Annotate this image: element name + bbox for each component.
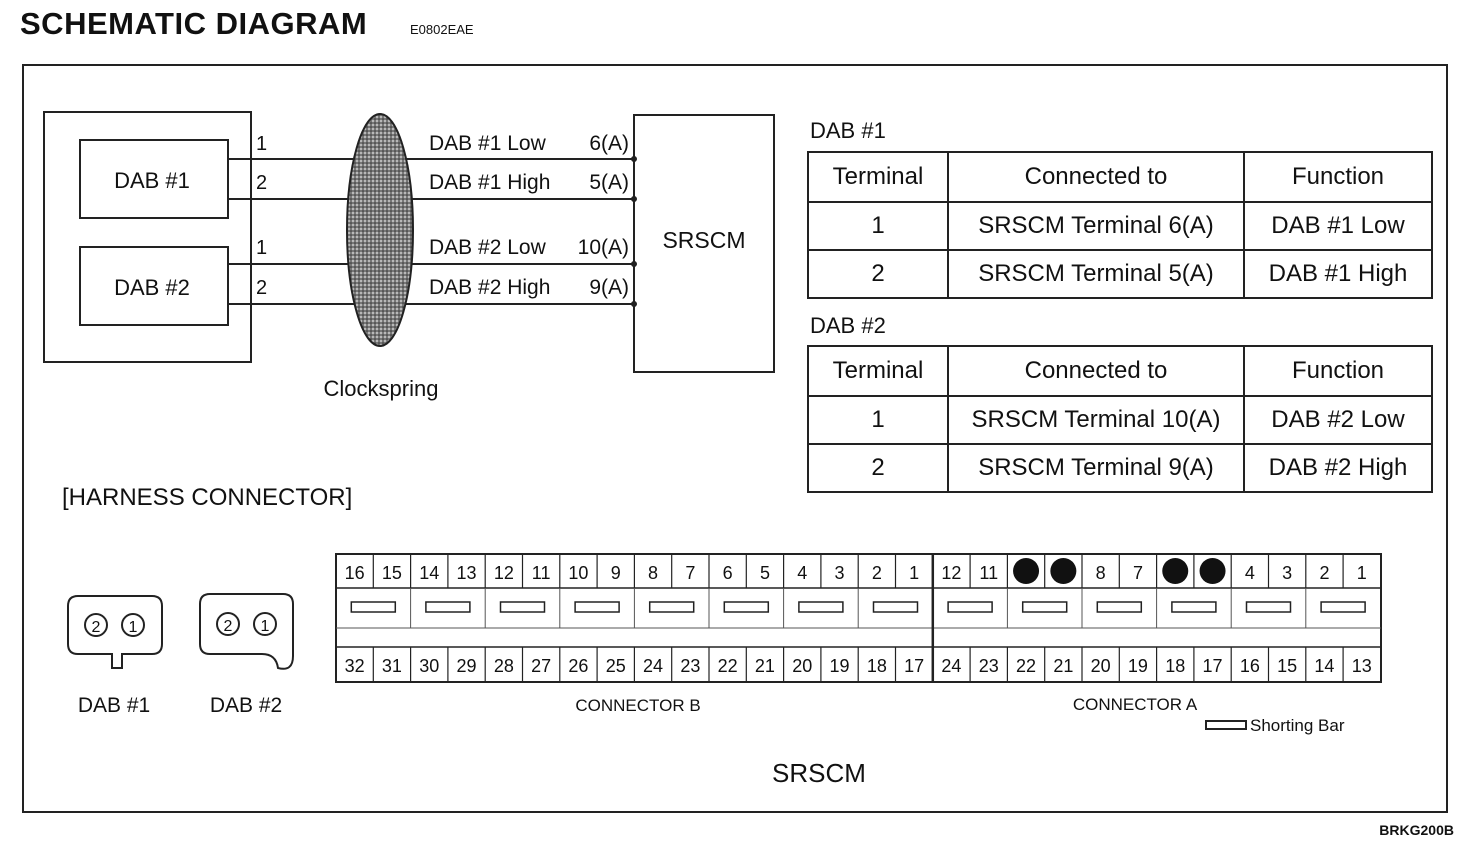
connector-pin-number: 13 [1351, 656, 1372, 676]
connector-pin-number: 2 [871, 563, 882, 583]
shorting-bar-label: Shorting Bar [1250, 716, 1345, 735]
clockspring-label: Clockspring [323, 376, 439, 401]
connector-pin-number: 11 [531, 563, 551, 583]
figure-code: BRKG200B [1379, 822, 1454, 838]
dab1-terminal-table [807, 151, 1433, 299]
table-header: Function [1244, 346, 1432, 396]
connector-pin-number: 18 [866, 656, 887, 676]
connector-pin-number: 14 [1314, 656, 1335, 676]
table-header: Terminal [808, 152, 948, 202]
wire-label: DAB #2 Low [429, 236, 546, 259]
table-header: Terminal [808, 346, 948, 396]
pin-label: 1 [256, 133, 268, 155]
clockspring-icon [347, 114, 413, 346]
connector-pin-number: 12 [493, 563, 514, 583]
dab1-harness-label: DAB #1 [77, 694, 151, 717]
dab2-connector-pin: 2 [223, 618, 233, 635]
connector-pin-number: 17 [1202, 656, 1223, 676]
dab2-terminal-table [807, 345, 1433, 493]
connector-pin-number: 4 [1244, 563, 1255, 583]
connector-pin-number: 27 [531, 656, 552, 676]
connector-pin-number: 19 [829, 656, 850, 676]
connector-pin-number: 5 [759, 563, 770, 583]
connector-pin-number: 1 [1356, 563, 1367, 583]
shorting-bar-icon [1247, 602, 1291, 612]
table-title-dab2: DAB #2 [810, 313, 886, 338]
connector-pin-number: 26 [568, 656, 589, 676]
connector-pin-number: 13 [456, 563, 477, 583]
connector-pin-number: 22 [717, 656, 738, 676]
connector-pin-number: 4 [797, 563, 808, 583]
connector-pin-number: 6 [722, 563, 733, 583]
srscm-caption: SRSCM [772, 758, 866, 788]
dab2-connector-icon [200, 594, 293, 669]
dab1-connector-pin: 1 [128, 619, 138, 636]
connector-pin-number: 1 [909, 563, 920, 583]
connector-pin-number: 3 [1282, 563, 1293, 583]
page-title: SCHEMATIC DIAGRAM [20, 6, 368, 41]
table-cell: SRSCM Terminal 9(A) [948, 444, 1244, 492]
filled-pin-icon [1013, 558, 1039, 584]
shorting-bar-icon [575, 602, 619, 612]
connector-pin-number: 15 [1277, 656, 1298, 676]
connector-pin-number: 12 [941, 563, 962, 583]
connector-pin-number: 22 [1016, 656, 1037, 676]
connector-pin-number: 21 [754, 656, 775, 676]
table-cell: DAB #2 Low [1244, 396, 1432, 444]
wire-terminal: 9(A) [589, 276, 629, 299]
connector-pin-number: 7 [1132, 563, 1143, 583]
shorting-bar-icon [650, 602, 694, 612]
connector-pin-number: 3 [834, 563, 845, 583]
wire-terminal: 10(A) [577, 236, 629, 259]
dab2-connector-pin: 1 [260, 618, 270, 635]
connector-pin-number: 29 [456, 656, 477, 676]
dab1-box-label: DAB #1 [114, 168, 190, 193]
pin-label: 2 [256, 172, 268, 194]
connector-pin-number: 20 [1090, 656, 1111, 676]
pin-label: 1 [256, 237, 268, 259]
wire-label: DAB #2 High [429, 276, 551, 299]
shorting-bar-icon [799, 602, 843, 612]
shorting-bar-icon [948, 602, 992, 612]
connector-pin-number: 2 [1319, 563, 1330, 583]
connector-pin-number: 24 [941, 656, 962, 676]
table-cell: DAB #2 High [1244, 444, 1432, 492]
connector-pin-number: 14 [419, 563, 440, 583]
connector-pin-number: 11 [979, 563, 999, 583]
table-cell: DAB #1 High [1244, 250, 1432, 298]
connector-pin-number: 16 [344, 563, 365, 583]
shorting-bar-icon [426, 602, 470, 612]
table-cell: 1 [808, 396, 948, 444]
shorting-bar-icon [1172, 602, 1216, 612]
table-cell: 2 [808, 250, 948, 298]
shorting-bar-icon [351, 602, 395, 612]
connector-pin-number: 24 [643, 656, 664, 676]
table-cell: SRSCM Terminal 6(A) [948, 202, 1244, 250]
shorting-bar-icon [1205, 720, 1247, 730]
table-cell: SRSCM Terminal 10(A) [948, 396, 1244, 444]
connector-pin-number: 21 [1053, 656, 1074, 676]
pin-label: 2 [256, 277, 268, 299]
wire-label: DAB #1 High [429, 171, 551, 194]
srscm-box-label: SRSCM [662, 227, 746, 253]
connector-pin-number: 9 [610, 563, 621, 583]
harness-connector-title: [HARNESS CONNECTOR] [62, 484, 353, 511]
shorting-bar-icon [1023, 602, 1067, 612]
connector-pin-number: 20 [792, 656, 813, 676]
shorting-bar-icon [1321, 602, 1365, 612]
connector-pin-number: 16 [1239, 656, 1260, 676]
filled-pin-icon [1050, 558, 1076, 584]
table-title-dab1: DAB #1 [810, 118, 886, 143]
dab2-box-label: DAB #2 [114, 275, 190, 300]
filled-pin-icon [1200, 558, 1226, 584]
connector-pin-number: 23 [978, 656, 999, 676]
connector-pin-number: 10 [568, 563, 589, 583]
shorting-bar-icon [874, 602, 918, 612]
wire-label: DAB #1 Low [429, 132, 546, 155]
shorting-bar-icon [1097, 602, 1141, 612]
wire-terminal: 6(A) [589, 132, 629, 155]
table-cell: 2 [808, 444, 948, 492]
connector-pin-number: 8 [1095, 563, 1106, 583]
connector-pin-number: 8 [648, 563, 659, 583]
wire-terminal: 5(A) [589, 171, 629, 194]
table-header: Function [1244, 152, 1432, 202]
table-header: Connected to [948, 152, 1244, 202]
connector-b-label: CONNECTOR B [575, 696, 701, 715]
connector-pin-number: 23 [680, 656, 701, 676]
connector-pin-number: 30 [419, 656, 440, 676]
table-cell: SRSCM Terminal 5(A) [948, 250, 1244, 298]
dab2-harness-label: DAB #2 [209, 694, 283, 717]
dab1-connector-pin: 2 [91, 619, 101, 636]
dab1-connector-icon [68, 596, 162, 668]
connector-grid [336, 554, 1381, 682]
shorting-bar-icon [724, 602, 768, 612]
connector-pin-number: 19 [1127, 656, 1148, 676]
connector-pin-number: 17 [904, 656, 925, 676]
table-cell: DAB #1 Low [1244, 202, 1432, 250]
filled-pin-icon [1162, 558, 1188, 584]
connector-pin-number: 32 [344, 656, 365, 676]
connector-pin-number: 15 [381, 563, 402, 583]
connector-pin-number: 28 [493, 656, 514, 676]
connector-a-label: CONNECTOR A [1072, 695, 1198, 714]
connector-pin-number: 31 [381, 656, 402, 676]
connector-pin-number: 25 [605, 656, 626, 676]
connector-pin-number: 18 [1165, 656, 1186, 676]
shorting-bar-icon [501, 602, 545, 612]
doc-code: E0802EAE [410, 22, 474, 37]
table-header: Connected to [948, 346, 1244, 396]
table-cell: 1 [808, 202, 948, 250]
connector-pin-number: 7 [685, 563, 696, 583]
